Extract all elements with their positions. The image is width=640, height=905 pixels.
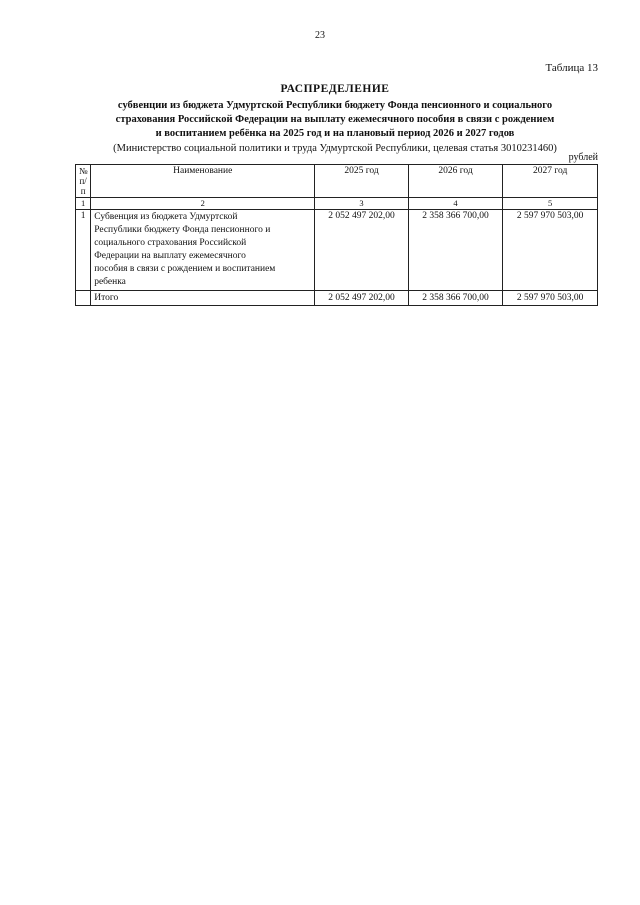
table-header-row <box>76 165 598 198</box>
header-name: Наименование <box>91 165 315 198</box>
row-name-line: Субвенция из бюджета Удмуртской <box>94 212 238 222</box>
total-label: Итого <box>91 291 315 306</box>
row-name-line: пособия в связи с рождением и воспитанием <box>94 264 276 274</box>
total-amount-2026: 2 358 366 700,00 <box>408 291 503 306</box>
row-amount-2027: 2 597 970 503,00 <box>503 210 598 291</box>
header-2025: 2025 год <box>315 165 409 198</box>
header-number-line1: № <box>79 166 88 176</box>
header-2026: 2026 год <box>408 165 503 198</box>
column-index: 2 <box>91 198 315 210</box>
header-number-line2: п/п <box>79 176 87 196</box>
heading-title: РАСПРЕДЕЛЕНИЕ <box>280 83 390 95</box>
header-number <box>76 165 91 198</box>
column-index: 3 <box>315 198 409 210</box>
total-number <box>76 291 91 306</box>
row-name <box>91 210 315 291</box>
column-index: 5 <box>503 198 598 210</box>
distribution-table <box>75 164 598 306</box>
column-index-row <box>76 198 598 210</box>
row-amount-2025: 2 052 497 202,00 <box>315 210 409 291</box>
row-name-line: социального страхования Российской <box>94 238 247 248</box>
row-amount-2026: 2 358 366 700,00 <box>408 210 503 291</box>
subtitle-line: страхования Российской Федерации на выплату ежемесячного пособия в связи с рождением <box>115 114 555 125</box>
subtitle-line: субвенции из бюджета Удмуртской Республики бюджету Фонда пенсионного и социального <box>117 100 553 111</box>
total-row <box>76 291 598 306</box>
heading-subtitle <box>80 99 590 141</box>
total-amount-2025: 2 052 497 202,00 <box>315 291 409 306</box>
row-number: 1 <box>76 210 91 291</box>
row-name-line: ребенка <box>94 277 126 287</box>
column-index: 4 <box>408 198 503 210</box>
header-2027: 2027 год <box>503 165 598 198</box>
document-heading <box>80 83 590 156</box>
row-name-line: Федерации на выплату ежемесячного <box>94 251 246 261</box>
row-name-line: Республики бюджету Фонда пенсионного и <box>94 225 271 235</box>
table-label: Таблица 13 <box>545 62 598 74</box>
heading-note: (Министерство социальной политики и труда Удмуртской Республики, целевая статья 3010231460) <box>113 143 557 154</box>
page-number: 23 <box>315 30 325 41</box>
units-label: рублей <box>568 152 598 163</box>
table-row <box>76 210 598 291</box>
total-amount-2027: 2 597 970 503,00 <box>503 291 598 306</box>
column-index: 1 <box>76 198 91 210</box>
subtitle-line: и воспитанием ребёнка на 2025 год и на плановый период 2026 и 2027 годов <box>155 128 515 139</box>
